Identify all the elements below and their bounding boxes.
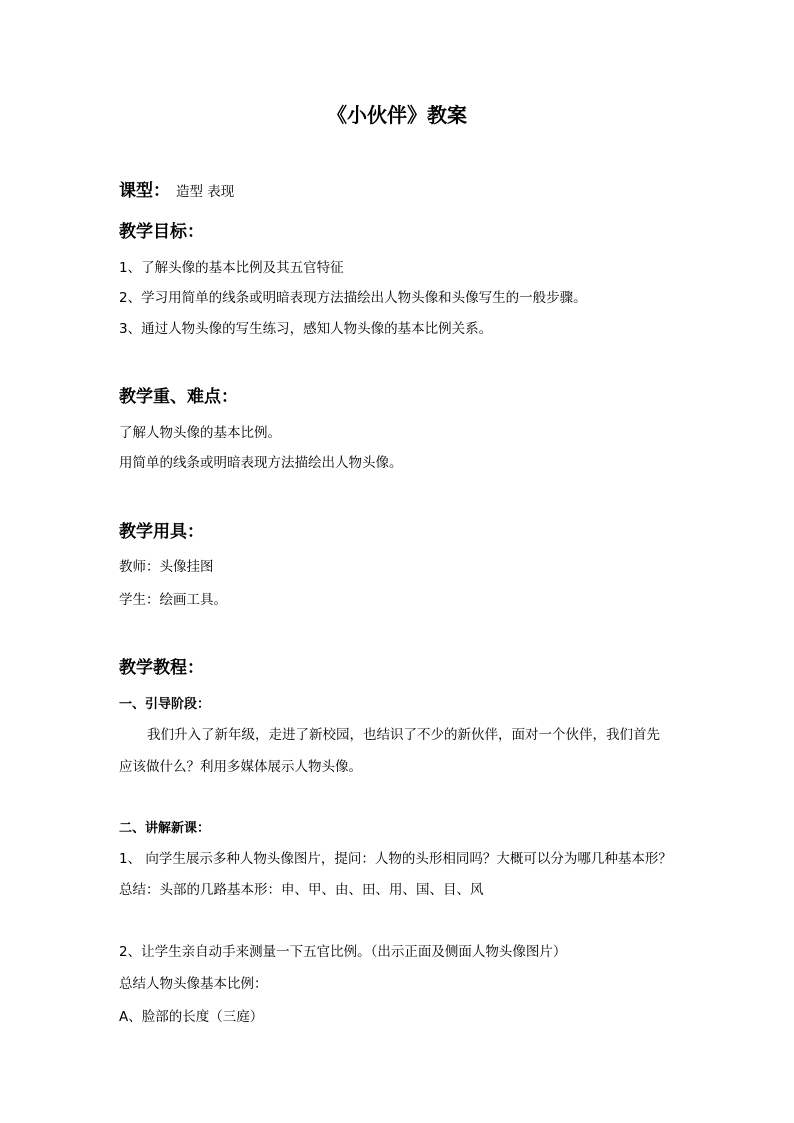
objective-item-2: 2、学习用简单的线条或明暗表现方法描绘出人物头像和头像写生的一般步骤。 xyxy=(119,290,587,306)
objectives-heading: 教学目标： xyxy=(119,222,204,242)
tool-item-teacher: 教师：头像挂图 xyxy=(119,559,214,575)
key-point-item-1: 了解人物头像的基本比例。 xyxy=(119,425,281,441)
part1-heading: 一、引导阶段： xyxy=(119,697,211,712)
part1-line-1: 我们升入了新年级，走进了新校园，也结识了不少的新伙伴，面对一个伙伴，我们首先 xyxy=(147,727,660,743)
part2-line-1: 1、 向学生展示多种人物头像图片，提问：人物的头形相同吗？大概可以分为哪几种基本形？ xyxy=(119,851,672,867)
objective-item-1: 1、了解头像的基本比例及其五官特征 xyxy=(119,260,344,276)
key-point-item-2: 用简单的线条或明暗表现方法描绘出人物头像。 xyxy=(119,455,403,471)
tools-heading: 教学用具： xyxy=(119,522,204,542)
lesson-type-label: 课型： xyxy=(119,181,170,201)
key-points-heading: 教学重、难点： xyxy=(119,387,238,407)
part1-line-2: 应该做什么？利用多媒体展示人物头像。 xyxy=(119,759,362,775)
lesson-type-value: 造型 表现 xyxy=(176,184,235,200)
part2-line-3: 2、让学生亲自动手来测量一下五官比例。（出示正面及侧面人物头像图片） xyxy=(119,944,567,960)
part2-line-5: A、脸部的长度（三庭） xyxy=(119,1009,264,1025)
part2-line-2: 总结：头部的几路基本形：申、甲、由、田、用、国、目、风 xyxy=(119,882,484,898)
lesson-type-row xyxy=(119,183,234,200)
procedure-heading: 教学教程： xyxy=(119,658,204,678)
part2-heading: 二、讲解新课： xyxy=(119,821,211,836)
part2-line-4: 总结人物头像基本比例： xyxy=(119,976,268,992)
tool-item-student: 学生：绘画工具。 xyxy=(119,592,227,608)
objective-item-3: 3、通过人物头像的写生练习，感知人物头像的基本比例关系。 xyxy=(119,321,493,337)
document-title: 《小伙伴》教案 xyxy=(327,103,467,127)
